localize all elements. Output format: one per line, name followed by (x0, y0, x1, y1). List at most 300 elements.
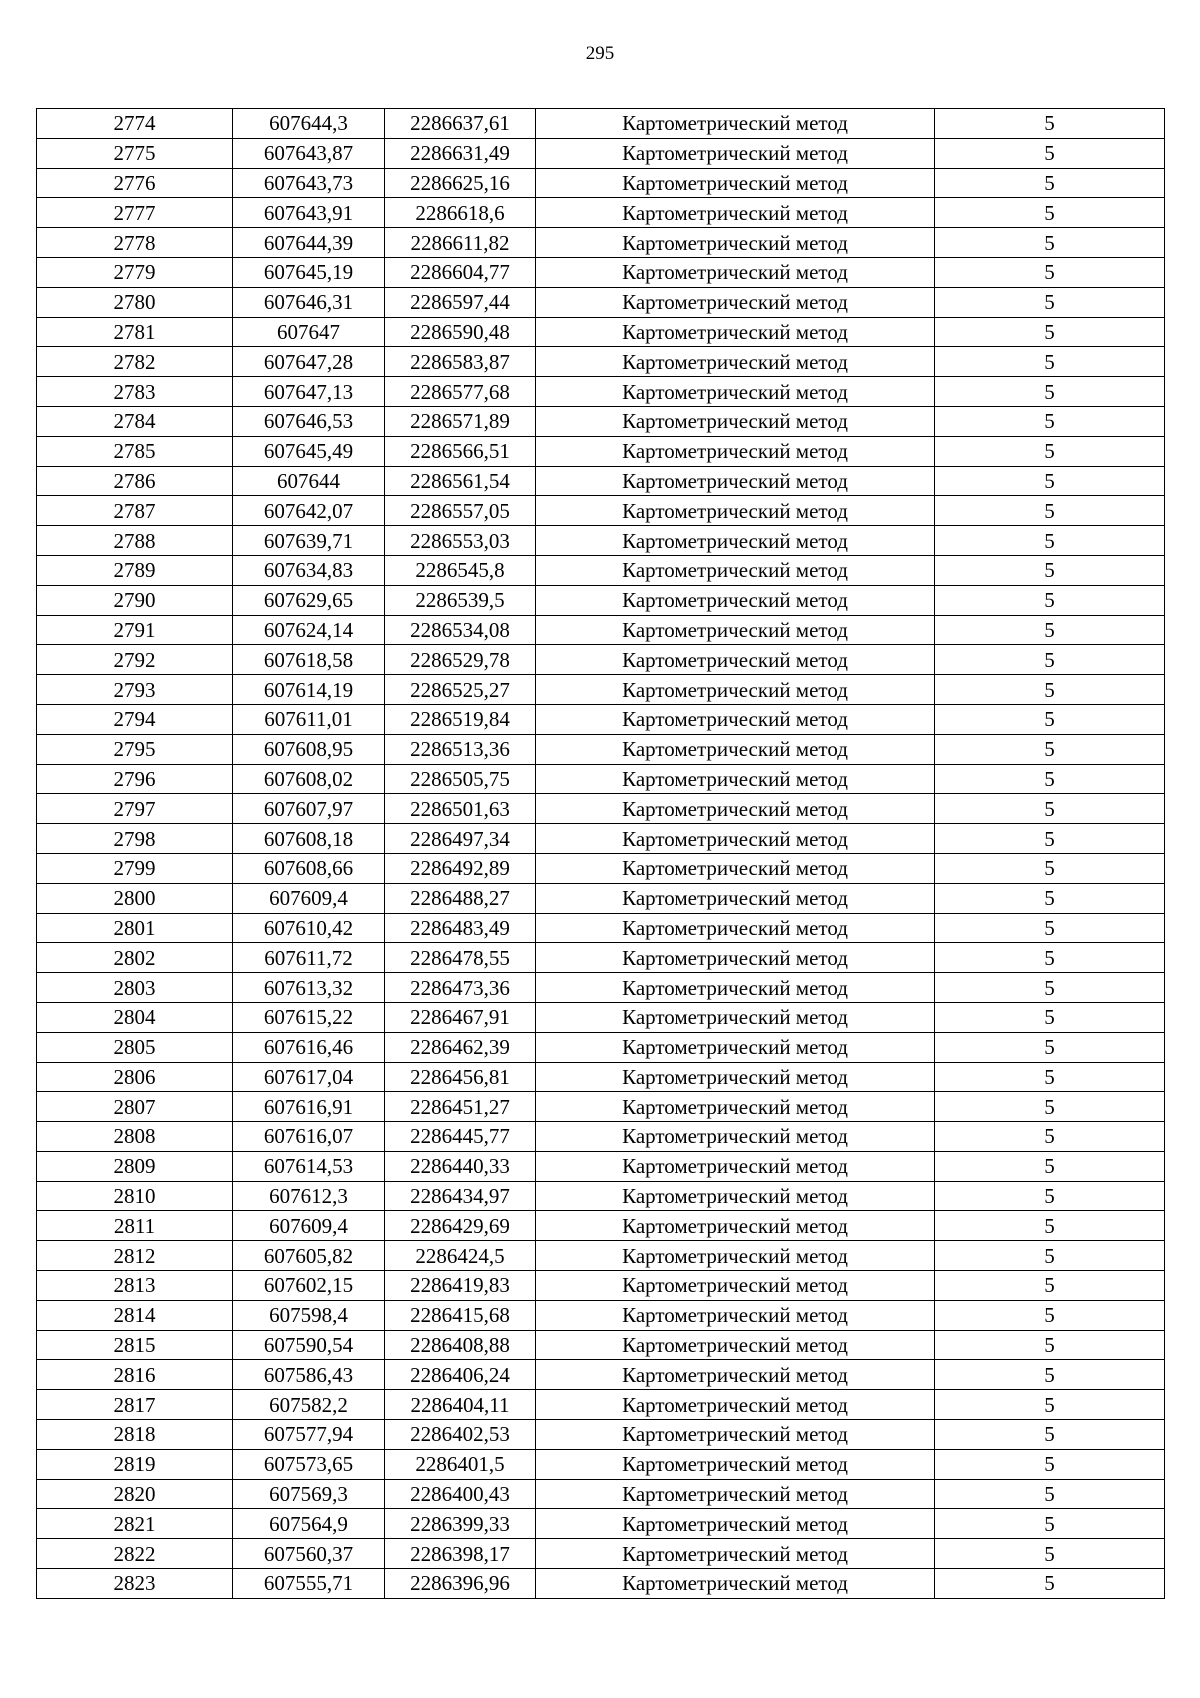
accuracy-cell: 5 (935, 1360, 1165, 1390)
y-coordinate-cell: 2286553,03 (385, 526, 536, 556)
table-row (37, 913, 1165, 943)
x-coordinate-cell: 607644,39 (233, 228, 385, 258)
x-coordinate-cell: 607647 (233, 317, 385, 347)
accuracy-cell: 5 (935, 1062, 1165, 1092)
x-coordinate-cell: 607647,13 (233, 377, 385, 407)
accuracy-cell: 5 (935, 317, 1165, 347)
x-coordinate-cell: 607647,28 (233, 347, 385, 377)
method-cell: Картометрический метод (536, 1122, 935, 1152)
table-row (37, 526, 1165, 556)
accuracy-cell: 5 (935, 943, 1165, 973)
method-cell: Картометрический метод (536, 853, 935, 883)
point-number-cell: 2782 (37, 347, 233, 377)
accuracy-cell: 5 (935, 645, 1165, 675)
table-row (37, 138, 1165, 168)
y-coordinate-cell: 2286404,11 (385, 1390, 536, 1420)
accuracy-cell: 5 (935, 1390, 1165, 1420)
method-cell: Картометрический метод (536, 436, 935, 466)
table-row (37, 1181, 1165, 1211)
table-row (37, 1479, 1165, 1509)
y-coordinate-cell: 2286501,63 (385, 794, 536, 824)
y-coordinate-cell: 2286401,5 (385, 1449, 536, 1479)
y-coordinate-cell: 2286445,77 (385, 1122, 536, 1152)
accuracy-cell: 5 (935, 913, 1165, 943)
point-number-cell: 2816 (37, 1360, 233, 1390)
accuracy-cell: 5 (935, 824, 1165, 854)
method-cell: Картометрический метод (536, 1032, 935, 1062)
y-coordinate-cell: 2286611,82 (385, 228, 536, 258)
point-number-cell: 2817 (37, 1390, 233, 1420)
accuracy-cell: 5 (935, 496, 1165, 526)
method-cell: Картометрический метод (536, 973, 935, 1003)
accuracy-cell: 5 (935, 853, 1165, 883)
page-number: 295 (585, 43, 615, 64)
table-row (37, 257, 1165, 287)
table-row (37, 496, 1165, 526)
x-coordinate-cell: 607605,82 (233, 1241, 385, 1271)
accuracy-cell: 5 (935, 257, 1165, 287)
table-row (37, 973, 1165, 1003)
y-coordinate-cell: 2286505,75 (385, 764, 536, 794)
point-number-cell: 2793 (37, 675, 233, 705)
x-coordinate-cell: 607639,71 (233, 526, 385, 556)
method-cell: Картометрический метод (536, 1151, 935, 1181)
y-coordinate-cell: 2286631,49 (385, 138, 536, 168)
x-coordinate-cell: 607616,46 (233, 1032, 385, 1062)
table-row (37, 585, 1165, 615)
x-coordinate-cell: 607613,32 (233, 973, 385, 1003)
method-cell: Картометрический метод (536, 347, 935, 377)
table-row (37, 645, 1165, 675)
method-cell: Картометрический метод (536, 257, 935, 287)
x-coordinate-cell: 607645,19 (233, 257, 385, 287)
point-number-cell: 2778 (37, 228, 233, 258)
point-number-cell: 2809 (37, 1151, 233, 1181)
point-number-cell: 2808 (37, 1122, 233, 1152)
x-coordinate-cell: 607598,4 (233, 1300, 385, 1330)
table-row (37, 1569, 1165, 1599)
method-cell: Картометрический метод (536, 168, 935, 198)
method-cell: Картометрический метод (536, 496, 935, 526)
method-cell: Картометрический метод (536, 1509, 935, 1539)
method-cell: Картометрический метод (536, 228, 935, 258)
x-coordinate-cell: 607646,53 (233, 406, 385, 436)
y-coordinate-cell: 2286525,27 (385, 675, 536, 705)
x-coordinate-cell: 607564,9 (233, 1509, 385, 1539)
accuracy-cell: 5 (935, 1151, 1165, 1181)
method-cell: Картометрический метод (536, 824, 935, 854)
point-number-cell: 2803 (37, 973, 233, 1003)
point-number-cell: 2791 (37, 615, 233, 645)
table-row (37, 317, 1165, 347)
method-cell: Картометрический метод (536, 466, 935, 496)
table-row (37, 1241, 1165, 1271)
accuracy-cell: 5 (935, 675, 1165, 705)
accuracy-cell: 5 (935, 1092, 1165, 1122)
x-coordinate-cell: 607614,19 (233, 675, 385, 705)
table-row (37, 1062, 1165, 1092)
method-cell: Картометрический метод (536, 526, 935, 556)
table-row (37, 1032, 1165, 1062)
accuracy-cell: 5 (935, 883, 1165, 913)
table-row (37, 1271, 1165, 1301)
x-coordinate-cell: 607582,2 (233, 1390, 385, 1420)
y-coordinate-cell: 2286398,17 (385, 1539, 536, 1569)
point-number-cell: 2790 (37, 585, 233, 615)
point-number-cell: 2818 (37, 1420, 233, 1450)
method-cell: Картометрический метод (536, 1062, 935, 1092)
point-number-cell: 2781 (37, 317, 233, 347)
table-row (37, 228, 1165, 258)
accuracy-cell: 5 (935, 436, 1165, 466)
table-row (37, 198, 1165, 228)
x-coordinate-cell: 607611,72 (233, 943, 385, 973)
y-coordinate-cell: 2286534,08 (385, 615, 536, 645)
table-row (37, 675, 1165, 705)
y-coordinate-cell: 2286483,49 (385, 913, 536, 943)
table-row (37, 1420, 1165, 1450)
accuracy-cell: 5 (935, 228, 1165, 258)
x-coordinate-cell: 607560,37 (233, 1539, 385, 1569)
y-coordinate-cell: 2286561,54 (385, 466, 536, 496)
x-coordinate-cell: 607609,4 (233, 1211, 385, 1241)
x-coordinate-cell: 607608,95 (233, 734, 385, 764)
accuracy-cell: 5 (935, 168, 1165, 198)
table-row (37, 794, 1165, 824)
x-coordinate-cell: 607646,31 (233, 287, 385, 317)
table-row (37, 466, 1165, 496)
accuracy-cell: 5 (935, 1449, 1165, 1479)
method-cell: Картометрический метод (536, 1211, 935, 1241)
point-number-cell: 2776 (37, 168, 233, 198)
accuracy-cell: 5 (935, 555, 1165, 585)
accuracy-cell: 5 (935, 734, 1165, 764)
table-row (37, 109, 1165, 139)
table-row (37, 1509, 1165, 1539)
x-coordinate-cell: 607612,3 (233, 1181, 385, 1211)
x-coordinate-cell: 607629,65 (233, 585, 385, 615)
method-cell: Картометрический метод (536, 406, 935, 436)
accuracy-cell: 5 (935, 466, 1165, 496)
table-row (37, 377, 1165, 407)
y-coordinate-cell: 2286424,5 (385, 1241, 536, 1271)
y-coordinate-cell: 2286415,68 (385, 1300, 536, 1330)
table-row (37, 1211, 1165, 1241)
x-coordinate-cell: 607555,71 (233, 1569, 385, 1599)
y-coordinate-cell: 2286400,43 (385, 1479, 536, 1509)
method-cell: Картометрический метод (536, 1330, 935, 1360)
accuracy-cell: 5 (935, 526, 1165, 556)
method-cell: Картометрический метод (536, 287, 935, 317)
x-coordinate-cell: 607614,53 (233, 1151, 385, 1181)
y-coordinate-cell: 2286577,68 (385, 377, 536, 407)
y-coordinate-cell: 2286557,05 (385, 496, 536, 526)
method-cell: Картометрический метод (536, 1300, 935, 1330)
point-number-cell: 2807 (37, 1092, 233, 1122)
y-coordinate-cell: 2286571,89 (385, 406, 536, 436)
method-cell: Картометрический метод (536, 198, 935, 228)
y-coordinate-cell: 2286637,61 (385, 109, 536, 139)
method-cell: Картометрический метод (536, 1092, 935, 1122)
table-row (37, 1122, 1165, 1152)
table-row (37, 1330, 1165, 1360)
x-coordinate-cell: 607586,43 (233, 1360, 385, 1390)
x-coordinate-cell: 607643,91 (233, 198, 385, 228)
method-cell: Картометрический метод (536, 317, 935, 347)
accuracy-cell: 5 (935, 704, 1165, 734)
y-coordinate-cell: 2286402,53 (385, 1420, 536, 1450)
table-row (37, 1151, 1165, 1181)
point-number-cell: 2777 (37, 198, 233, 228)
y-coordinate-cell: 2286583,87 (385, 347, 536, 377)
y-coordinate-cell: 2286429,69 (385, 1211, 536, 1241)
table-row (37, 764, 1165, 794)
accuracy-cell: 5 (935, 287, 1165, 317)
table-row (37, 615, 1165, 645)
method-cell: Картометрический метод (536, 704, 935, 734)
accuracy-cell: 5 (935, 615, 1165, 645)
y-coordinate-cell: 2286492,89 (385, 853, 536, 883)
x-coordinate-cell: 607642,07 (233, 496, 385, 526)
table-row (37, 287, 1165, 317)
x-coordinate-cell: 607577,94 (233, 1420, 385, 1450)
table-row (37, 1390, 1165, 1420)
point-number-cell: 2774 (37, 109, 233, 139)
point-number-cell: 2813 (37, 1271, 233, 1301)
y-coordinate-cell: 2286440,33 (385, 1151, 536, 1181)
x-coordinate-cell: 607611,01 (233, 704, 385, 734)
point-number-cell: 2801 (37, 913, 233, 943)
method-cell: Картометрический метод (536, 883, 935, 913)
x-coordinate-cell: 607643,87 (233, 138, 385, 168)
point-number-cell: 2804 (37, 1002, 233, 1032)
method-cell: Картометрический метод (536, 585, 935, 615)
accuracy-cell: 5 (935, 406, 1165, 436)
y-coordinate-cell: 2286625,16 (385, 168, 536, 198)
point-number-cell: 2795 (37, 734, 233, 764)
accuracy-cell: 5 (935, 1569, 1165, 1599)
point-number-cell: 2789 (37, 555, 233, 585)
method-cell: Картометрический метод (536, 1569, 935, 1599)
table-row (37, 436, 1165, 466)
x-coordinate-cell: 607608,66 (233, 853, 385, 883)
point-number-cell: 2798 (37, 824, 233, 854)
table-row (37, 406, 1165, 436)
x-coordinate-cell: 607645,49 (233, 436, 385, 466)
table-row (37, 1002, 1165, 1032)
method-cell: Картометрический метод (536, 734, 935, 764)
accuracy-cell: 5 (935, 1181, 1165, 1211)
point-number-cell: 2794 (37, 704, 233, 734)
table-row (37, 1539, 1165, 1569)
point-number-cell: 2812 (37, 1241, 233, 1271)
y-coordinate-cell: 2286539,5 (385, 585, 536, 615)
table-row (37, 943, 1165, 973)
y-coordinate-cell: 2286396,96 (385, 1569, 536, 1599)
y-coordinate-cell: 2286399,33 (385, 1509, 536, 1539)
table-row (37, 555, 1165, 585)
x-coordinate-cell: 607602,15 (233, 1271, 385, 1301)
x-coordinate-cell: 607617,04 (233, 1062, 385, 1092)
point-number-cell: 2783 (37, 377, 233, 407)
method-cell: Картометрический метод (536, 1241, 935, 1271)
table-row (37, 704, 1165, 734)
point-number-cell: 2796 (37, 764, 233, 794)
accuracy-cell: 5 (935, 585, 1165, 615)
accuracy-cell: 5 (935, 109, 1165, 139)
x-coordinate-cell: 607569,3 (233, 1479, 385, 1509)
table-row (37, 1300, 1165, 1330)
x-coordinate-cell: 607608,18 (233, 824, 385, 854)
y-coordinate-cell: 2286519,84 (385, 704, 536, 734)
point-number-cell: 2786 (37, 466, 233, 496)
accuracy-cell: 5 (935, 1002, 1165, 1032)
y-coordinate-cell: 2286604,77 (385, 257, 536, 287)
method-cell: Картометрический метод (536, 377, 935, 407)
method-cell: Картометрический метод (536, 1420, 935, 1450)
accuracy-cell: 5 (935, 377, 1165, 407)
x-coordinate-cell: 607616,91 (233, 1092, 385, 1122)
point-number-cell: 2822 (37, 1539, 233, 1569)
x-coordinate-cell: 607573,65 (233, 1449, 385, 1479)
accuracy-cell: 5 (935, 1509, 1165, 1539)
table-row (37, 168, 1165, 198)
accuracy-cell: 5 (935, 1032, 1165, 1062)
accuracy-cell: 5 (935, 347, 1165, 377)
accuracy-cell: 5 (935, 1300, 1165, 1330)
method-cell: Картометрический метод (536, 109, 935, 139)
method-cell: Картометрический метод (536, 138, 935, 168)
table-row (37, 1449, 1165, 1479)
accuracy-cell: 5 (935, 1539, 1165, 1569)
x-coordinate-cell: 607644 (233, 466, 385, 496)
point-number-cell: 2820 (37, 1479, 233, 1509)
point-number-cell: 2797 (37, 794, 233, 824)
coordinates-table-body (37, 109, 1165, 1599)
y-coordinate-cell: 2286566,51 (385, 436, 536, 466)
point-number-cell: 2815 (37, 1330, 233, 1360)
point-number-cell: 2788 (37, 526, 233, 556)
accuracy-cell: 5 (935, 1241, 1165, 1271)
y-coordinate-cell: 2286434,97 (385, 1181, 536, 1211)
method-cell: Картометрический метод (536, 913, 935, 943)
point-number-cell: 2821 (37, 1509, 233, 1539)
table-row (37, 853, 1165, 883)
accuracy-cell: 5 (935, 1479, 1165, 1509)
accuracy-cell: 5 (935, 1271, 1165, 1301)
x-coordinate-cell: 607634,83 (233, 555, 385, 585)
method-cell: Картометрический метод (536, 1539, 935, 1569)
x-coordinate-cell: 607624,14 (233, 615, 385, 645)
y-coordinate-cell: 2286545,8 (385, 555, 536, 585)
accuracy-cell: 5 (935, 764, 1165, 794)
x-coordinate-cell: 607643,73 (233, 168, 385, 198)
table-row (37, 824, 1165, 854)
point-number-cell: 2785 (37, 436, 233, 466)
method-cell: Картометрический метод (536, 1449, 935, 1479)
accuracy-cell: 5 (935, 138, 1165, 168)
x-coordinate-cell: 607607,97 (233, 794, 385, 824)
method-cell: Картометрический метод (536, 1360, 935, 1390)
table-row (37, 883, 1165, 913)
y-coordinate-cell: 2286488,27 (385, 883, 536, 913)
point-number-cell: 2810 (37, 1181, 233, 1211)
point-number-cell: 2787 (37, 496, 233, 526)
point-number-cell: 2802 (37, 943, 233, 973)
method-cell: Картометрический метод (536, 1271, 935, 1301)
point-number-cell: 2780 (37, 287, 233, 317)
coordinates-table (36, 108, 1165, 1599)
point-number-cell: 2814 (37, 1300, 233, 1330)
y-coordinate-cell: 2286456,81 (385, 1062, 536, 1092)
accuracy-cell: 5 (935, 1330, 1165, 1360)
y-coordinate-cell: 2286513,36 (385, 734, 536, 764)
y-coordinate-cell: 2286419,83 (385, 1271, 536, 1301)
y-coordinate-cell: 2286451,27 (385, 1092, 536, 1122)
table-row (37, 1092, 1165, 1122)
y-coordinate-cell: 2286497,34 (385, 824, 536, 854)
y-coordinate-cell: 2286478,55 (385, 943, 536, 973)
accuracy-cell: 5 (935, 1122, 1165, 1152)
table-row (37, 347, 1165, 377)
method-cell: Картометрический метод (536, 645, 935, 675)
x-coordinate-cell: 607590,54 (233, 1330, 385, 1360)
method-cell: Картометрический метод (536, 555, 935, 585)
y-coordinate-cell: 2286467,91 (385, 1002, 536, 1032)
method-cell: Картометрический метод (536, 943, 935, 973)
y-coordinate-cell: 2286597,44 (385, 287, 536, 317)
y-coordinate-cell: 2286590,48 (385, 317, 536, 347)
method-cell: Картометрический метод (536, 1479, 935, 1509)
y-coordinate-cell: 2286618,6 (385, 198, 536, 228)
x-coordinate-cell: 607608,02 (233, 764, 385, 794)
accuracy-cell: 5 (935, 1211, 1165, 1241)
method-cell: Картометрический метод (536, 1390, 935, 1420)
accuracy-cell: 5 (935, 198, 1165, 228)
x-coordinate-cell: 607616,07 (233, 1122, 385, 1152)
method-cell: Картометрический метод (536, 794, 935, 824)
accuracy-cell: 5 (935, 1420, 1165, 1450)
method-cell: Картометрический метод (536, 615, 935, 645)
point-number-cell: 2819 (37, 1449, 233, 1479)
point-number-cell: 2800 (37, 883, 233, 913)
point-number-cell: 2775 (37, 138, 233, 168)
x-coordinate-cell: 607618,58 (233, 645, 385, 675)
accuracy-cell: 5 (935, 973, 1165, 1003)
y-coordinate-cell: 2286462,39 (385, 1032, 536, 1062)
table-row (37, 1360, 1165, 1390)
point-number-cell: 2811 (37, 1211, 233, 1241)
point-number-cell: 2799 (37, 853, 233, 883)
x-coordinate-cell: 607610,42 (233, 913, 385, 943)
method-cell: Картометрический метод (536, 764, 935, 794)
y-coordinate-cell: 2286406,24 (385, 1360, 536, 1390)
point-number-cell: 2779 (37, 257, 233, 287)
method-cell: Картометрический метод (536, 675, 935, 705)
point-number-cell: 2806 (37, 1062, 233, 1092)
x-coordinate-cell: 607609,4 (233, 883, 385, 913)
point-number-cell: 2823 (37, 1569, 233, 1599)
y-coordinate-cell: 2286473,36 (385, 973, 536, 1003)
point-number-cell: 2805 (37, 1032, 233, 1062)
x-coordinate-cell: 607644,3 (233, 109, 385, 139)
y-coordinate-cell: 2286529,78 (385, 645, 536, 675)
point-number-cell: 2784 (37, 406, 233, 436)
y-coordinate-cell: 2286408,88 (385, 1330, 536, 1360)
method-cell: Картометрический метод (536, 1181, 935, 1211)
x-coordinate-cell: 607615,22 (233, 1002, 385, 1032)
method-cell: Картометрический метод (536, 1002, 935, 1032)
